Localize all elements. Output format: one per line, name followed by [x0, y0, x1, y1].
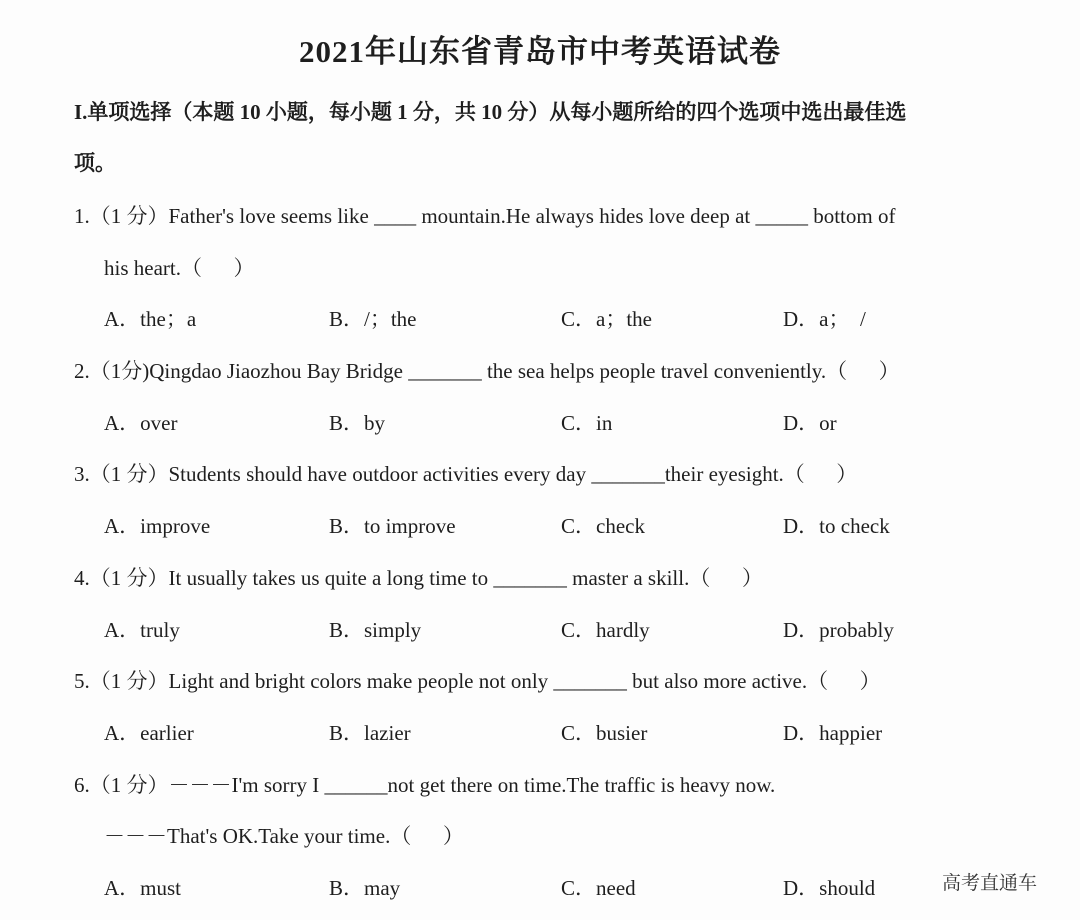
answer-option-c: C．in: [561, 411, 613, 435]
answer-option-c: C．need: [561, 876, 636, 900]
answer-option-d: D．should: [783, 876, 876, 900]
answer-option-a: A．truly: [104, 618, 180, 642]
answer-option-d: D．or: [783, 411, 837, 435]
answer-option-c: C．busier: [561, 721, 648, 745]
answer-option-d: D．happier: [783, 721, 883, 745]
question-stem: 6.（1 分）－－－I'm sorry I ______not get there on time.The traffic is heavy now.: [74, 773, 776, 797]
answer-option-d: D．to check: [783, 514, 890, 538]
question-stem-cont: his heart.（ ）: [104, 256, 255, 280]
answer-option-b: B．/；the: [329, 307, 417, 331]
answer-option-d: D．probably: [783, 618, 894, 642]
page-title: 2021年山东省青岛市中考英语试卷: [299, 34, 781, 69]
section-instruction: I.单项选择（本题 10 小题，每小题 1 分，共 10 分）从每小题所给的四个选项中选出最佳选: [74, 100, 907, 124]
question-stem-cont: －－－That's OK.Take your time.（ ）: [104, 824, 464, 848]
question-stem: 1.（1 分）Father's love seems like ____ mountain.He always hides love deep at _____ bottom of: [74, 204, 896, 228]
watermark: 高考直通车: [942, 872, 1038, 894]
answer-option-b: B．by: [329, 411, 386, 435]
answer-option-a: A．the；a: [104, 307, 197, 331]
question-stem: 2.（1分)Qingdao Jiaozhou Bay Bridge _______ the sea helps people travel conveniently.（ ）: [74, 359, 900, 383]
answer-option-a: A．must: [104, 876, 182, 900]
answer-option-c: C．hardly: [561, 618, 650, 642]
answer-option-a: A．improve: [104, 514, 211, 538]
answer-option-b: B．lazier: [329, 721, 411, 745]
answer-option-b: B．simply: [329, 618, 422, 642]
answer-option-d: D．a； /: [783, 307, 866, 331]
answer-option-b: B．may: [329, 876, 401, 900]
answer-option-a: A．earlier: [104, 721, 194, 745]
question-stem: 3.（1 分）Students should have outdoor activities every day _______their eyesight.（ ）: [74, 462, 858, 486]
answer-option-b: B．to improve: [329, 514, 456, 538]
section-instruction-cont: 项。: [74, 151, 116, 175]
answer-option-a: A．over: [104, 411, 178, 435]
answer-option-c: C．a；the: [561, 307, 652, 331]
question-stem: 5.（1 分）Light and bright colors make people not only _______ but also more active.（ ）: [74, 669, 881, 693]
question-stem: 4.（1 分）It usually takes us quite a long time to _______ master a skill.（ ）: [74, 566, 763, 590]
answer-option-c: C．check: [561, 514, 645, 538]
